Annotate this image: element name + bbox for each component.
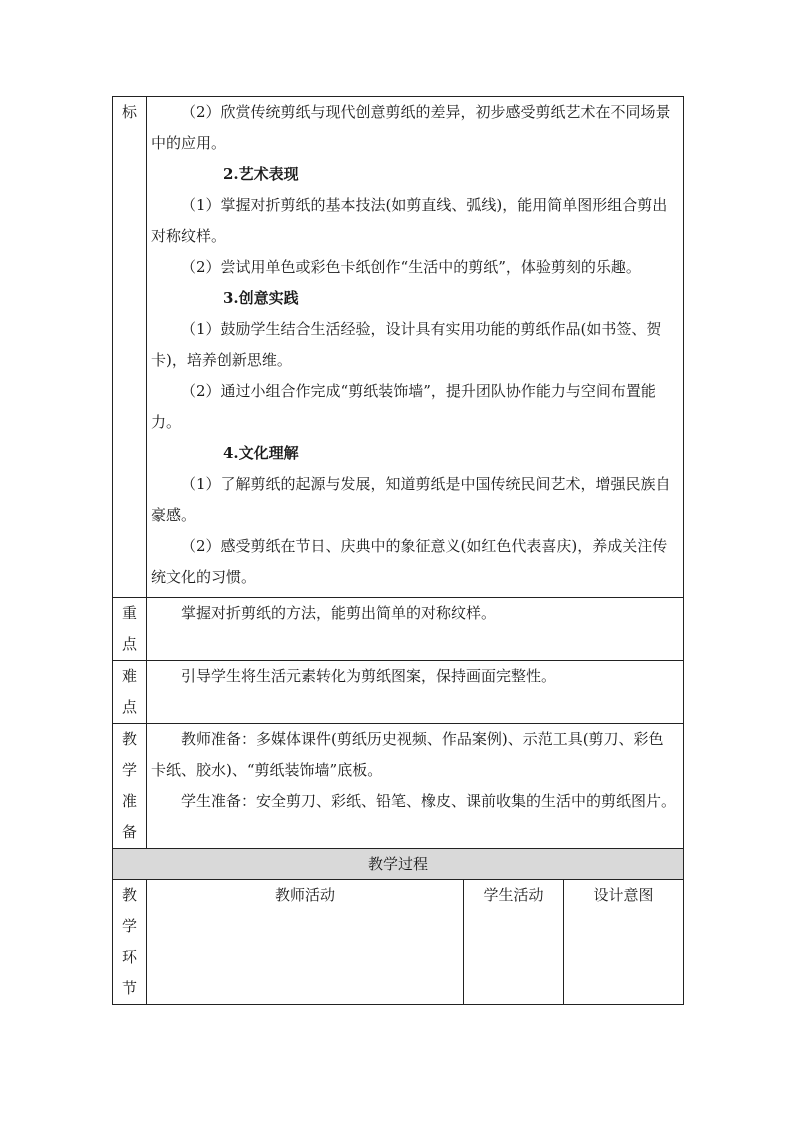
objective-item: （1）掌握对折剪纸的基本技法(如剪直线、弧线)，能用简单图形组合剪出对称纹样。	[151, 196, 668, 245]
key-point-content: 掌握对折剪纸的方法，能剪出简单的对称纹样。	[147, 598, 684, 661]
objectives-content	[147, 97, 684, 598]
preparation-row	[113, 724, 684, 849]
objective-item: （2）通过小组合作完成“剪纸装饰墙”，提升团队协作能力与空间布置能力。	[151, 382, 656, 431]
process-title-row	[113, 849, 684, 880]
key-point-row	[113, 598, 684, 661]
difficulty-label: 难 点	[113, 661, 147, 724]
objective-heading-creative: 3.创意实践	[223, 289, 299, 307]
student-preparation: 学生准备：安全剪刀、彩纸、铅笔、橡皮、课前收集的生活中的剪纸图片。	[181, 792, 677, 810]
process-stage-label: 教 学 环 节	[113, 880, 147, 1005]
teacher-activity-header: 教师活动	[147, 880, 464, 1005]
difficulty-row	[113, 661, 684, 724]
objective-item: （2）感受剪纸在节日、庆典中的象征意义(如红色代表喜庆)，养成关注传统文化的习惯。	[151, 537, 668, 586]
preparation-content	[147, 724, 684, 849]
student-activity-header: 学生活动	[464, 880, 564, 1005]
lesson-plan-table	[112, 96, 684, 1005]
process-title: 教学过程	[113, 849, 684, 880]
objective-item: （2）尝试用单色或彩色卡纸创作“生活中的剪纸”，体验剪刻的乐趣。	[181, 258, 641, 276]
objectives-label: 标	[113, 97, 147, 598]
objective-item: （1）了解剪纸的起源与发展，知道剪纸是中国传统民间艺术，增强民族自豪感。	[151, 475, 671, 524]
objective-heading-culture: 4.文化理解	[223, 444, 299, 462]
objectives-row	[113, 97, 684, 598]
design-intent-header: 设计意图	[564, 880, 684, 1005]
teacher-preparation: 教师准备：多媒体课件(剪纸历史视频、作品案例)、示范工具(剪刀、彩色卡纸、胶水)、“剪纸装饰墙”底板。	[151, 730, 664, 779]
difficulty-content: 引导学生将生活元素转化为剪纸图案，保持画面完整性。	[147, 661, 684, 724]
key-point-label: 重 点	[113, 598, 147, 661]
objective-heading-art: 2.艺术表现	[223, 165, 299, 183]
objective-item: （2）欣赏传统剪纸与现代创意剪纸的差异，初步感受剪纸艺术在不同场景中的应用。	[151, 103, 671, 152]
objective-item: （1）鼓励学生结合生活经验，设计具有实用功能的剪纸作品(如书签、贺卡)，培养创新思维。	[151, 320, 662, 369]
lesson-plan-page	[112, 96, 683, 1005]
process-header-row	[113, 880, 684, 1005]
preparation-label: 教 学 准 备	[113, 724, 147, 849]
